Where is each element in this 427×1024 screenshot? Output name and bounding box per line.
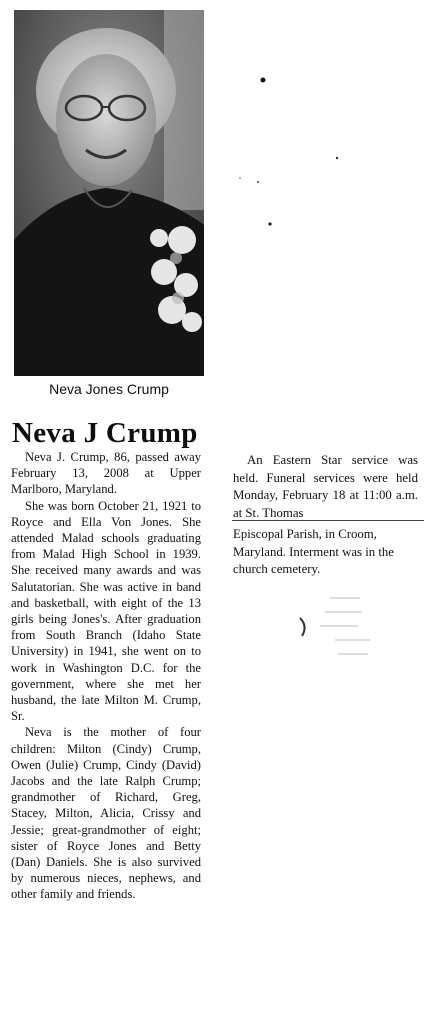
photo-caption: Neva Jones Crump xyxy=(49,381,169,397)
portrait-image xyxy=(14,10,204,376)
obituary-paragraph: Neva J. Crump, 86, passed away February 13, 2008 at Upper Marlboro, Maryland. xyxy=(11,450,201,497)
faint-show-through-mark xyxy=(290,588,380,678)
obituary-right-column xyxy=(233,452,418,579)
obituary-paragraph: Neva is the mother of four children: Milton (Cindy) Crump, Owen (Julie) Crump, Cindy (David) Jacobs and the late Ralph Crump; grandmother of Richard, Greg, Stacey, Milton, Alicia, Crissy and Jessie; great-grandmother of eight; sister of Royce Jones and Betty (Dan) Daniels. She is also survived by numerous nieces, nephews, and other family and friends. xyxy=(11,725,201,902)
column-divider-line xyxy=(232,520,424,521)
obituary-services-paragraph: An Eastern Star service was held. Funeral services were held Monday, February 18 at 11:00 a.m. at St. Thomas xyxy=(233,453,418,520)
obituary-headline: Neva J Crump xyxy=(12,417,198,449)
obituary-paragraph: She was born October 21, 1921 to Royce and Ella Von Jones. She attended Malad schools graduating from Malad High School in 1939. She received many awards and was Salutatorian. She was active in band and basketball, with eight of the 13 girls being Jones's. After graduation from South Branch (Idaho State University) in 1941, she went on to work in Washington D.C. for the government, where she met her husband, the late Milton M. Crump, Sr. xyxy=(11,498,201,724)
portrait-photo xyxy=(14,10,204,376)
print-noise-specks xyxy=(230,60,420,680)
obituary-left-column xyxy=(11,449,201,903)
obituary-services-continuation: Episcopal Parish, in Croom, Maryland. Interment was in the church cemetery. xyxy=(233,527,394,576)
